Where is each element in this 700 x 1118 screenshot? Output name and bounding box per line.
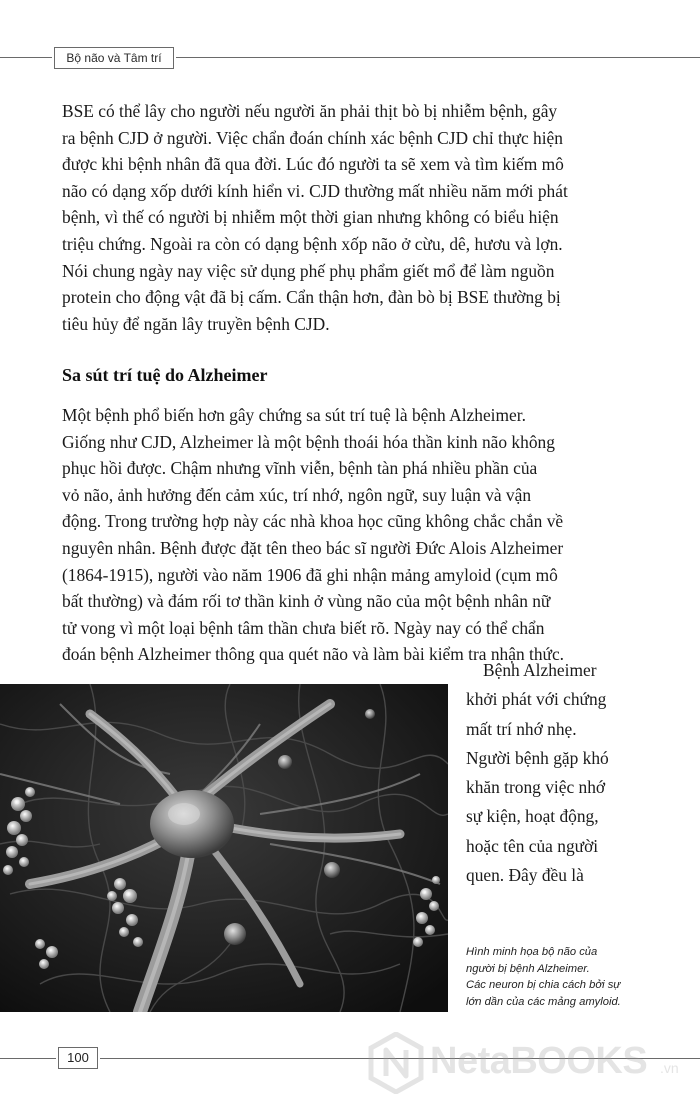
- paragraph-line: não có dạng xốp dưới kính hiển vi. CJD thường mất nhiều năm mới phát: [62, 180, 568, 201]
- side-text-line: Bệnh Alzheimer: [483, 660, 597, 680]
- paragraph-line: tiêu hủy để ngăn lây truyền bệnh CJD.: [62, 313, 330, 334]
- paragraph-line: đoán bệnh Alzheimer thông qua quét não và làm bài kiểm tra nhận thức.: [62, 644, 565, 665]
- section-heading: Sa sút trí tuệ do Alzheimer: [62, 365, 268, 385]
- side-text-line: khăn trong việc nhớ: [466, 777, 606, 798]
- header-rule-left: [0, 57, 52, 58]
- neuron-illustration: [0, 684, 448, 1012]
- paragraph-bse-cjd: [62, 98, 642, 337]
- side-text-line: hoặc tên của người: [466, 835, 599, 856]
- paragraph-line: ra bệnh CJD ở người. Việc chẩn đoán chính xác bệnh CJD chỉ thực hiện: [62, 127, 563, 148]
- footer-rule-left: [0, 1058, 56, 1059]
- paragraph-line: tử vong vì một loại bệnh tâm thần chưa biết rõ. Ngày nay có thể chẩn: [62, 617, 545, 638]
- side-text-line: khởi phát với chứng: [466, 689, 607, 710]
- caption-line: lớn dần của các mảng amyloid.: [466, 995, 621, 1008]
- paragraph-line: bất thường) và đám rối tơ thần kinh ở vùng não của một bệnh nhân nữ: [62, 591, 551, 612]
- running-head: Bộ não và Tâm trí: [54, 47, 174, 69]
- paragraph-line: vỏ não, ảnh hưởng đến cảm xúc, trí nhớ, ngôn ngữ, suy luận và vận: [62, 484, 532, 505]
- side-text-line: mất trí nhớ nhẹ.: [466, 718, 577, 739]
- paragraph-line: được khi bệnh nhân đã qua đời. Lúc đó người ta sẽ xem và tìm kiếm mô: [62, 154, 564, 175]
- paragraph-line: BSE có thể lây cho người nếu người ăn phải thịt bò bị nhiễm bệnh, gây: [62, 101, 558, 121]
- paragraph-line: động. Trong trường hợp này các nhà khoa học cũng không chắc chắn về: [62, 511, 564, 532]
- paragraph-line: protein cho động vật đã bị cấm. Cẩn thận hơn, đàn bò bị BSE thường bị: [62, 287, 561, 308]
- paragraph-line: (1864-1915), người vào năm 1906 đã ghi nhận mảng amyloid (cụm mô: [62, 564, 558, 585]
- caption-line: Các neuron bị chia cách bởi sự: [466, 979, 621, 991]
- side-text-line: quen. Đây đều là: [466, 865, 584, 886]
- netabooks-watermark: [368, 1030, 688, 1100]
- header-rule-right: [176, 57, 700, 58]
- paragraph-line: nguyên nhân. Bệnh được đặt tên theo bác sĩ người Đức Alois Alzheimer: [62, 537, 564, 558]
- side-text-line: Người bệnh gặp khó: [466, 747, 609, 768]
- side-text-line: sự kiện, hoạt động,: [466, 806, 599, 827]
- paragraph-line: triệu chứng. Ngoài ra còn có dạng bệnh xốp não ở cừu, dê, hươu và lợn.: [62, 233, 563, 254]
- paragraph-line: bệnh, vì thế có người bị nhiễm một thời gian nhưng không có biểu hiện: [62, 207, 559, 228]
- paragraph-line: phục hồi được. Chậm nhưng vĩnh viễn, bệnh tàn phá nhiều phần của: [62, 458, 538, 479]
- watermark-text: NetaBOOKS: [430, 1040, 648, 1082]
- side-text-column: [466, 656, 666, 890]
- paragraph-alzheimer: [62, 402, 642, 668]
- page-number: 100: [58, 1047, 98, 1069]
- caption-line: người bị bệnh Alzheimer.: [466, 962, 590, 975]
- paragraph-line: Nói chung ngày nay việc sử dụng phế phụ phẩm giết mổ để làm nguồn: [62, 260, 555, 281]
- watermark-suffix: .vn: [660, 1060, 679, 1076]
- figure-caption: [466, 944, 666, 1010]
- paragraph-line: Một bệnh phổ biến hơn gây chứng sa sút trí tuệ là bệnh Alzheimer.: [62, 405, 526, 425]
- watermark-logo-icon: [368, 1032, 424, 1094]
- caption-line: Hình minh họa bộ não của: [466, 946, 598, 958]
- paragraph-line: Giống như CJD, Alzheimer là một bệnh thoái hóa thần kinh não không: [62, 431, 555, 452]
